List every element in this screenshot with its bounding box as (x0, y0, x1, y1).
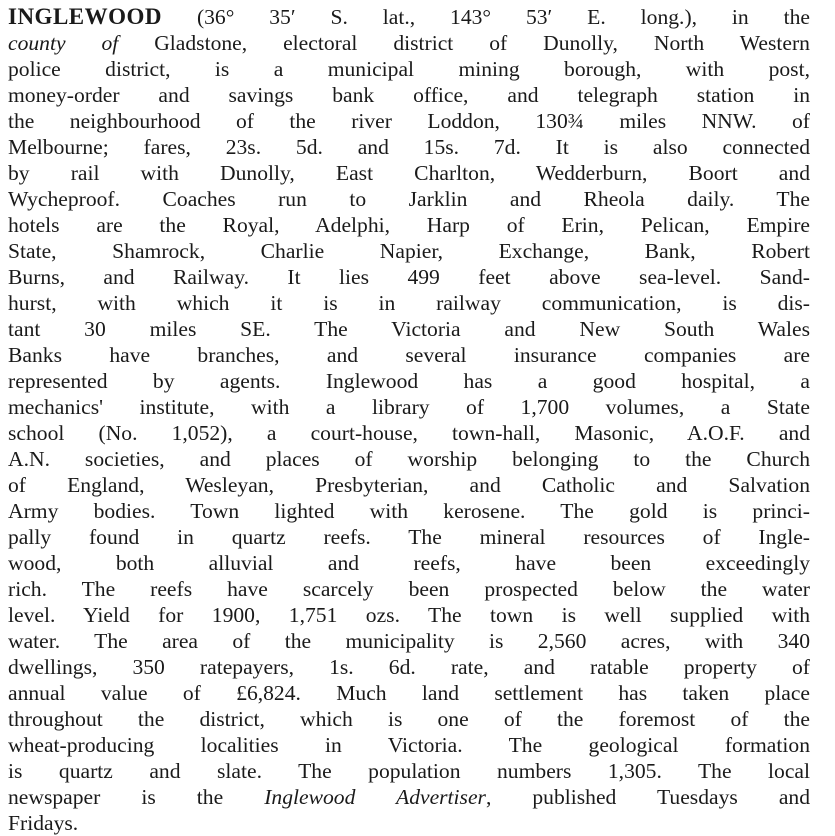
entry-line (8, 264, 810, 290)
line-text: newspaper is the (8, 785, 265, 809)
line-text: wheat-producing localities in Victoria. The geological formation (8, 733, 810, 757)
line-text: State, Shamrock, Charlie Napier, Exchange, Bank, Robert (8, 239, 810, 263)
entry-line (8, 368, 810, 394)
entry-line (8, 628, 810, 654)
line-text: mechanics' institute, with a library of 1,700 volumes, a State (8, 395, 810, 419)
entry-line (8, 30, 810, 56)
line-text: Gladstone, electoral district of Dunolly, North Western (118, 31, 810, 55)
line-text: annual value of £6,824. Much land settlement has taken place (8, 681, 810, 705)
entry-line (8, 706, 810, 732)
entry-line (8, 134, 810, 160)
italic-text: county of (8, 31, 119, 55)
entry-line (8, 186, 810, 212)
entry-line (8, 498, 810, 524)
line-text: school (No. 1,052), a court-house, town-hall, Masonic, A.O.F. and (8, 421, 810, 445)
line-text: rich. The reefs have scarcely been prospected below the water (8, 577, 810, 601)
line-text: Melbourne; fares, 23s. 5d. and 15s. 7d. It is also connected (8, 135, 810, 159)
entry-line (8, 758, 810, 784)
entry-body (8, 30, 810, 836)
coordinates: (36° 35′ S. lat., 143° 53′ E. long.), in the (196, 5, 810, 29)
entry-line (8, 56, 810, 82)
entry-line (8, 550, 810, 576)
line-text: hotels are the Royal, Adelphi, Harp of Erin, Pelican, Empire (8, 213, 810, 237)
line-text: Banks have branches, and several insurance companies are (8, 343, 810, 367)
entry-line (8, 784, 810, 810)
line-text: dwellings, 350 ratepayers, 1s. 6d. rate, and ratable property of (8, 655, 810, 679)
line-text: A.N. societies, and places of worship belonging to the Church (8, 447, 810, 471)
entry-line (8, 732, 810, 758)
entry-line (8, 446, 810, 472)
entry-line (8, 680, 810, 706)
line-text: money-order and savings bank office, and telegraph station in (8, 83, 810, 107)
entry-line-1 (8, 4, 810, 30)
entry-line (8, 212, 810, 238)
entry-line (8, 576, 810, 602)
entry-line (8, 316, 810, 342)
entry-line (8, 602, 810, 628)
gazetteer-entry (8, 4, 810, 836)
line-text: is quartz and slate. The population numbers 1,305. The local (8, 759, 810, 783)
entry-line (8, 290, 810, 316)
line-text: tant 30 miles SE. The Victoria and New South Wales (8, 317, 810, 341)
line-text: water. The area of the municipality is 2,560 acres, with 340 (8, 629, 810, 653)
entry-line (8, 394, 810, 420)
entry-line (8, 82, 810, 108)
entry-line (8, 108, 810, 134)
entry-line (8, 654, 810, 680)
headword: INGLEWOOD (8, 4, 163, 29)
entry-line (8, 420, 810, 446)
entry-line (8, 238, 810, 264)
line-text: pally found in quartz reefs. The mineral resources of Ingle- (8, 525, 810, 549)
line-text: by rail with Dunolly, East Charlton, Wedderburn, Boort and (8, 161, 810, 185)
entry-line (8, 160, 810, 186)
line-text: Fridays. (8, 811, 79, 835)
italic-text: Inglewood Advertiser (264, 785, 486, 809)
line-text: Burns, and Railway. It lies 499 feet above sea-level. Sand- (8, 265, 810, 289)
line-text: hurst, with which it is in railway communication, is dis- (8, 291, 810, 315)
line-text: the neighbourhood of the river Loddon, 130¾ miles NNW. of (8, 109, 810, 133)
line-text: of England, Wesleyan, Presbyterian, and Catholic and Salvation (8, 473, 810, 497)
entry-line (8, 472, 810, 498)
line-text: represented by agents. Inglewood has a good hospital, a (8, 369, 810, 393)
line-text: level. Yield for 1900, 1,751 ozs. The town is well supplied with (8, 603, 810, 627)
line-text: , published Tuesdays and (485, 785, 810, 809)
line-text: wood, both alluvial and reefs, have been exceedingly (8, 551, 810, 575)
entry-line (8, 810, 810, 836)
line-text: throughout the district, which is one of the foremost of the (8, 707, 810, 731)
line-text: Army bodies. Town lighted with kerosene. The gold is princi- (8, 499, 810, 523)
line-text: police district, is a municipal mining borough, with post, (8, 57, 810, 81)
entry-line (8, 342, 810, 368)
line-text: Wycheproof. Coaches run to Jarklin and Rheola daily. The (8, 187, 810, 211)
entry-line (8, 524, 810, 550)
